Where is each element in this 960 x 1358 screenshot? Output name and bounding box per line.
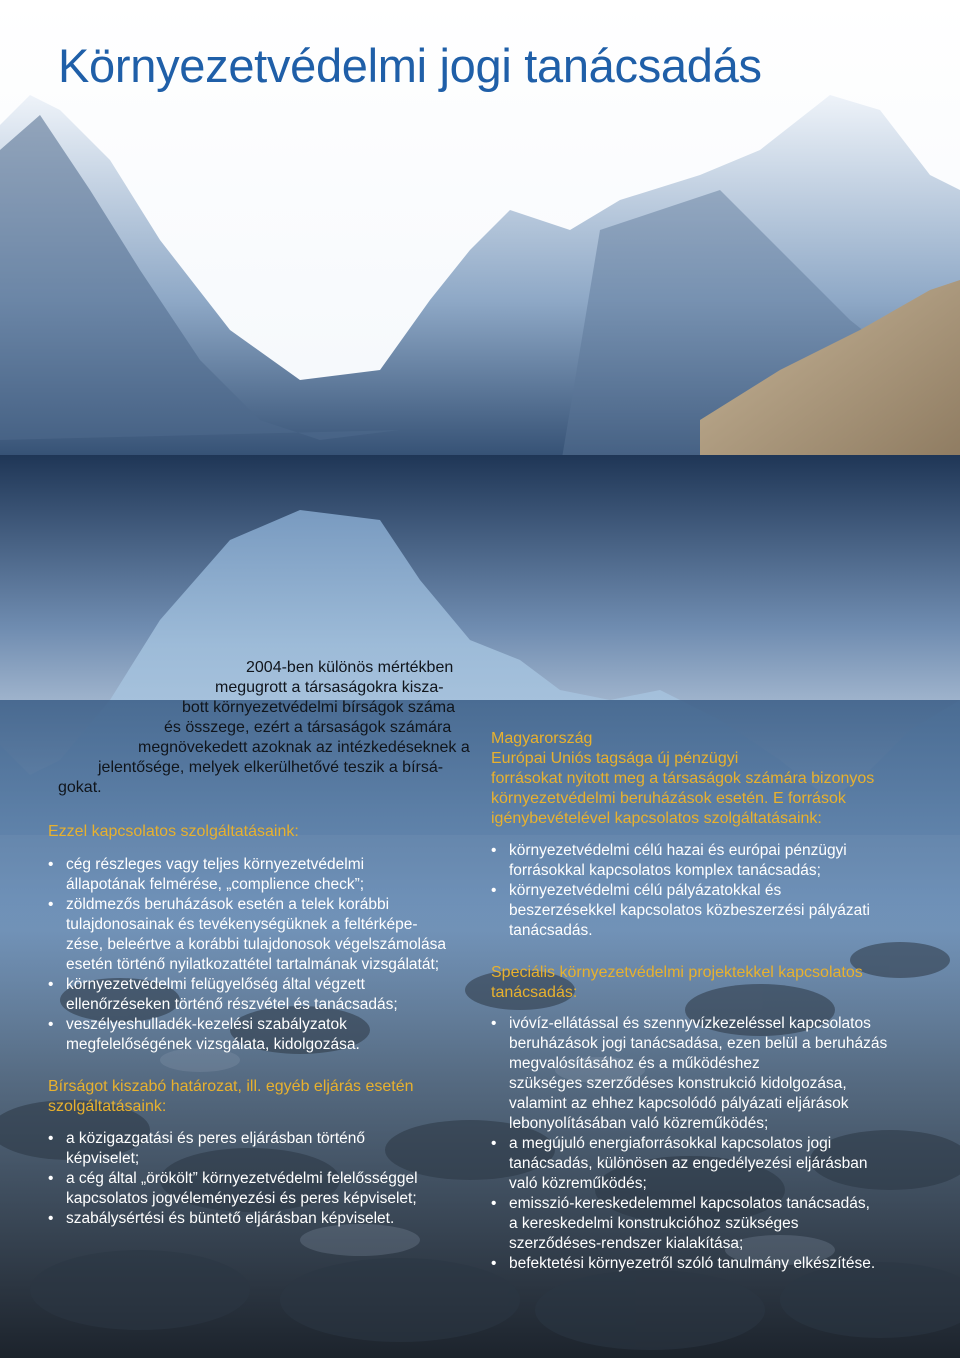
intro-line: megnövekedett azoknak az intézkedéseknek a xyxy=(138,739,470,756)
list-item: • cég részleges vagy teljes környezetvédelmi állapotának felmérése, „complience check”; xyxy=(48,855,446,895)
list-item: • szabálysértési és büntető eljárásban képviselet. xyxy=(48,1209,418,1229)
intro-line: jelentősége, melyek elkerülhetővé teszik a bírsá- xyxy=(98,759,444,776)
right-section1-heading: Magyarország Európai Uniós tagsága új pénzügyi forrásokat nyitott meg a társaságok számára bizonyos környezetvédelmi beruházások esetén. E források igénybevételével kapcsolatos szolgáltatásaink: xyxy=(491,730,875,827)
left-section2-list xyxy=(48,1129,418,1229)
intro-line: gokat. xyxy=(58,779,102,796)
intro-line: bott környezetvédelmi bírságok száma xyxy=(182,699,456,716)
intro-paragraph xyxy=(58,658,470,798)
intro-line: megugrott a társaságokra kisza- xyxy=(215,679,444,696)
right-section1-list xyxy=(491,841,870,941)
list-item: • veszélyeshulladék-kezelési szabályzatok megfelelőségének vizsgálata, kidolgozása. xyxy=(48,1015,446,1055)
right-section2-heading: Speciális környezetvédelmi projektekkel kapcsolatos tanácsadás: xyxy=(491,964,863,1001)
list-item: • zöldmezős beruházások esetén a telek korábbi tulajdonosainak és tevékenységüknek a feltérképe- zése, beleértve a korábbi tulajdonosok végelszámolása esetén történő nyilatkozattétel tartalmának vizsgálatát; xyxy=(48,895,446,975)
list-item: • befektetési környezetről szóló tanulmány elkészítése. xyxy=(491,1254,887,1274)
list-item: • környezetvédelmi célú hazai és európai pénzügyi forrásokkal kapcsolatos komplex tanácsadás; xyxy=(491,841,870,881)
list-item: • a közigazgatási és peres eljárásban történő képviselet; xyxy=(48,1129,418,1169)
left-section2-heading: Bírságot kiszabó határozat, ill. egyéb eljárás esetén szolgáltatásaink: xyxy=(48,1078,414,1115)
list-item: • emisszió-kereskedelemmel kapcsolatos tanácsadás, a kereskedelmi konstrukcióhoz szükséges szerződéses-rendszer kialakítása; xyxy=(491,1194,887,1254)
intro-line: és összege, ezért a társaságok számára xyxy=(164,719,452,736)
intro-line: 2004-ben különös mértékben xyxy=(246,659,454,676)
list-item: • a cég által „örökölt” környezetvédelmi felelősséggel kapcsolatos jogvéleményezési és peres képviselet; xyxy=(48,1169,418,1209)
list-item: • ivóvíz-ellátással és szennyvízkezeléssel kapcsolatos beruházások jogi tanácsadása, ezen belül a beruházás megvalósításához és a működéshez szükséges szerződéses konstrukció kidolgozása, valamint az ehhez kapcsolódó pályázati eljárások lebonyolításában való közreműködés; xyxy=(491,1014,887,1134)
right-section2-list xyxy=(491,1014,887,1274)
list-item: • a megújuló energiaforrásokkal kapcsolatos jogi tanácsadás, különösen az engedélyezési eljárásban való közreműködés; xyxy=(491,1134,887,1194)
left-section1-list xyxy=(48,855,446,1055)
page-title: Környezetvédelmi jogi tanácsadás xyxy=(58,39,762,92)
list-item: • környezetvédelmi felügyelőség által végzett ellenőrzéseken történő részvétel és tanácsadás; xyxy=(48,975,446,1015)
left-section1-heading: Ezzel kapcsolatos szolgáltatásaink: xyxy=(48,823,299,840)
list-item: • környezetvédelmi célú pályázatokkal és beszerzésekkel kapcsolatos közbeszerzési pályázati tanácsadás. xyxy=(491,881,870,941)
